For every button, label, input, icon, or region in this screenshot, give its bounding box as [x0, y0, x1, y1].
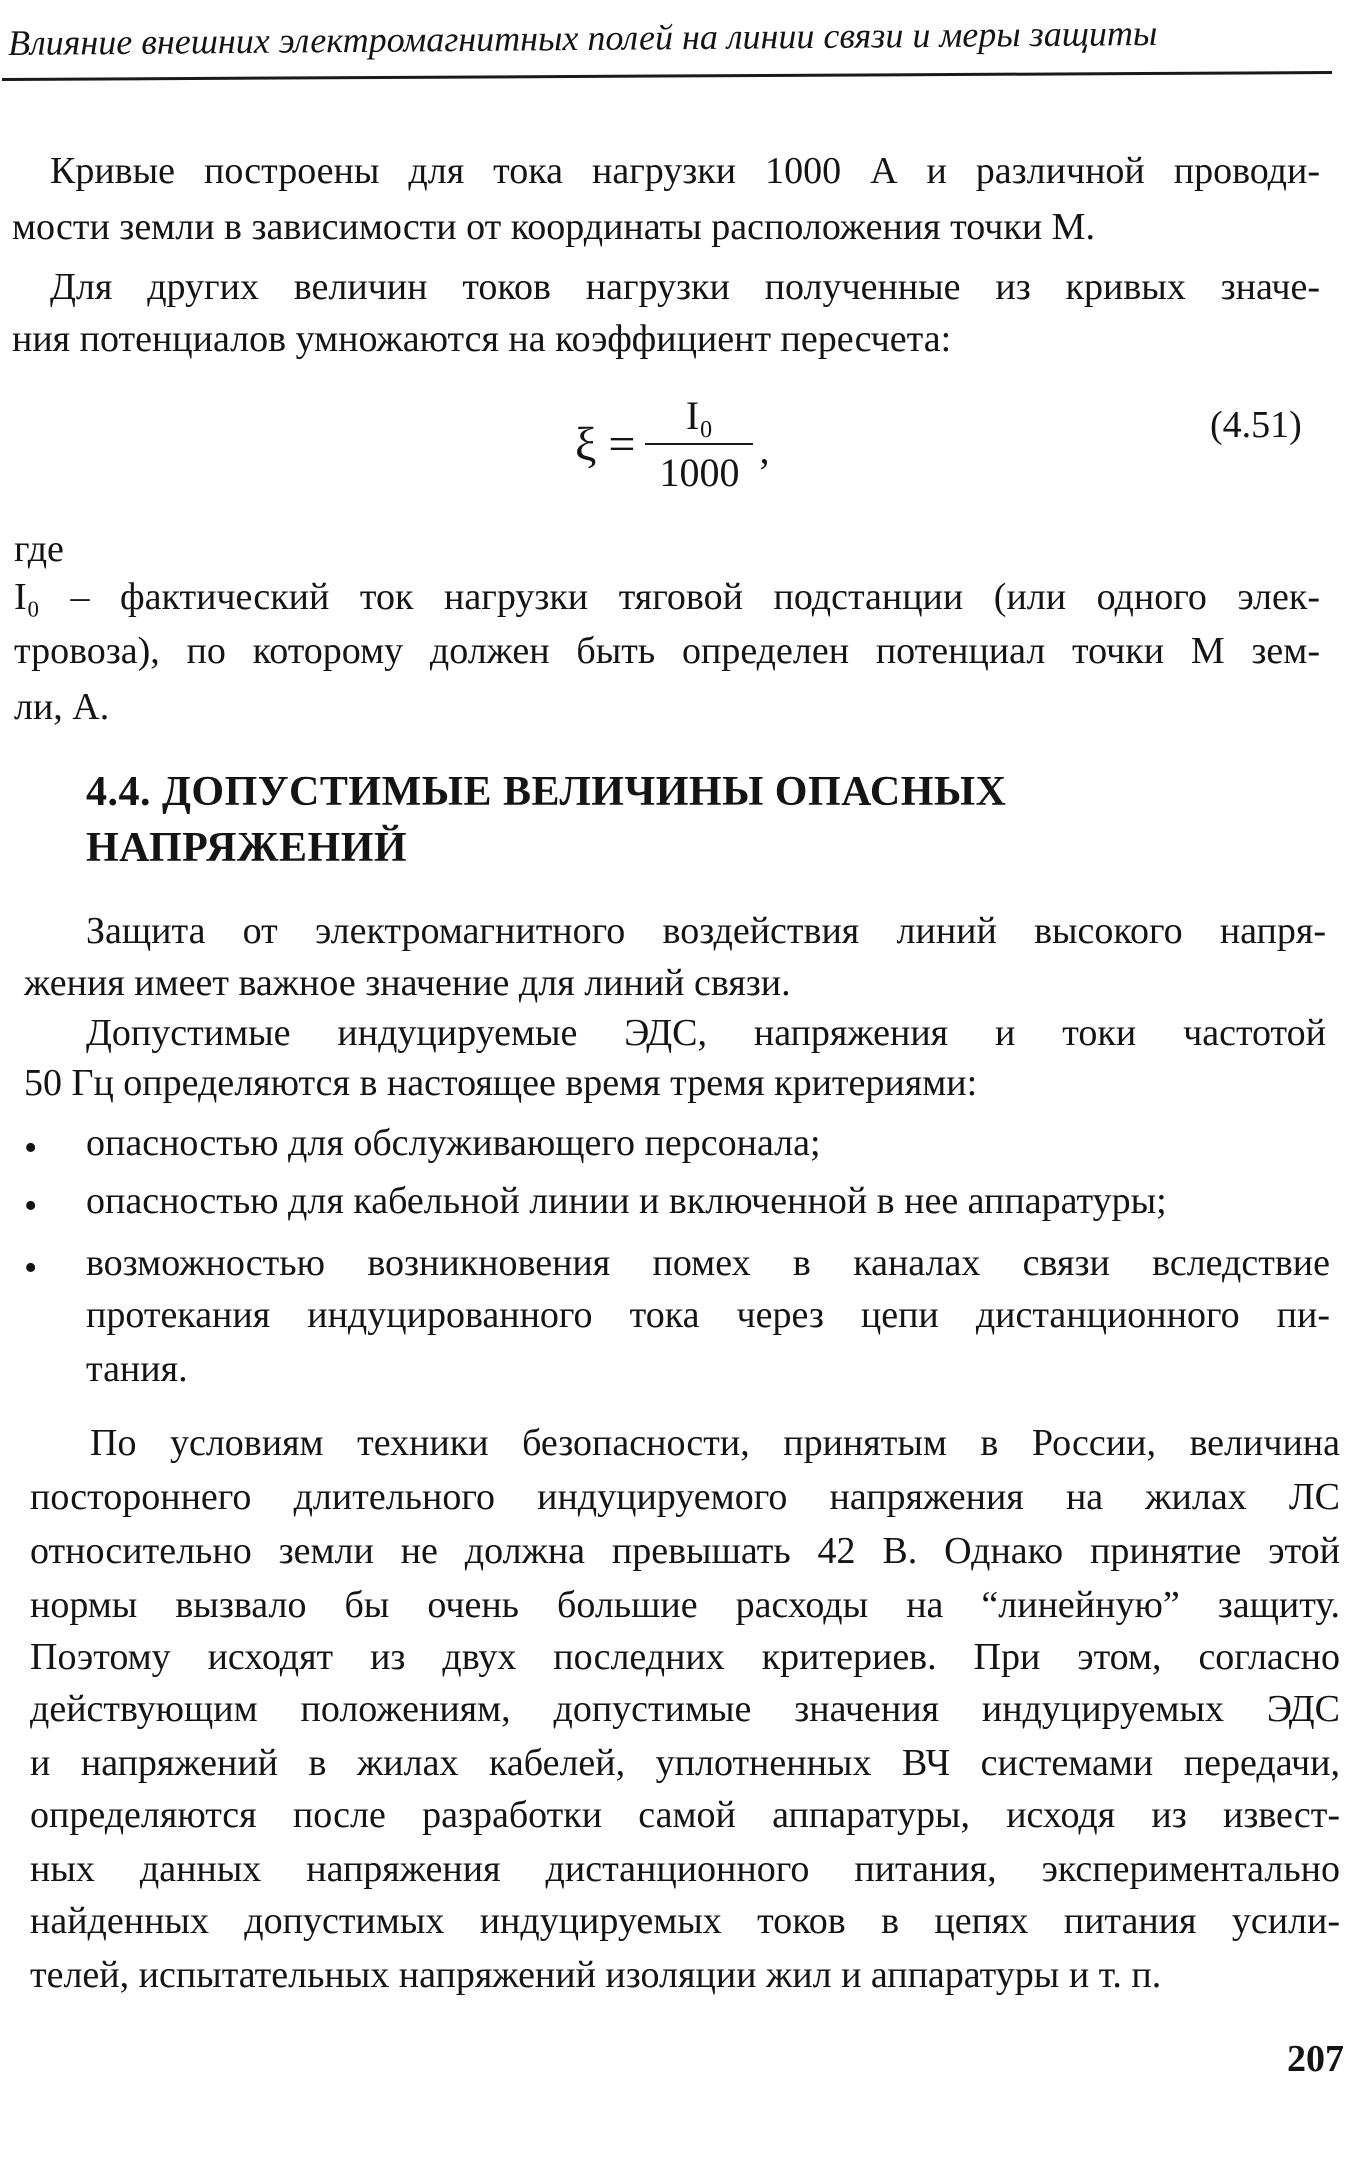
- paragraph-4-line-1: Допустимые индуцируемые ЭДС, напряжения и токи частотой: [86, 1012, 1326, 1054]
- paragraph-5-line-10: найденных допустимых индуцируемых токов в цепях питания усили-: [30, 1900, 1340, 1942]
- formula-lhs: ξ =: [575, 417, 636, 471]
- paragraph-2-line-1: Для других величин токов нагрузки полученные из кривых значе-: [50, 266, 1320, 308]
- paragraph-5-line-3: относительно земли не должна превышать 42 В. Однако принятие этой: [30, 1530, 1340, 1572]
- where-line-2: тровоза), по которому должен быть определен потенциал точки М зем-: [14, 630, 1320, 672]
- paragraph-2-line-2: ния потенциалов умножаются на коэффициент пересчета:: [12, 318, 952, 360]
- bullet-item-3-line-3: тания.: [86, 1348, 188, 1390]
- formula-fraction: [645, 392, 753, 496]
- section-heading-line-1: 4.4. ДОПУСТИМЫЕ ВЕЛИЧИНЫ ОПАСНЫХ: [86, 769, 1007, 815]
- paragraph-5-line-4: нормы вызвало бы очень большие расходы на “линейную” защиту.: [30, 1584, 1340, 1626]
- paragraph-4-line-2: 50 Гц определяются в настоящее время тремя критериями:: [24, 1062, 978, 1104]
- bullet-item-3-line-2: протекания индуцированного тока через цепи дистанционного пи-: [86, 1294, 1330, 1336]
- paragraph-5-line-1: По условиям техники безопасности, принятым в России, величина: [90, 1422, 1340, 1464]
- bullet-marker: •: [24, 1127, 38, 1169]
- paragraph-5-line-9: ных данных напряжения дистанционного питания, экспериментально: [30, 1848, 1340, 1890]
- bullet-item-2: опасностью для кабельной линии и включенной в нее аппаратуры;: [86, 1180, 1167, 1222]
- running-head: Влияние внешних электромагнитных полей на линии связи и меры защиты: [7, 12, 1158, 63]
- paragraph-5-line-5: Поэтому исходят из двух последних критериев. При этом, согласно: [30, 1636, 1340, 1678]
- where-label: где: [14, 528, 64, 570]
- paragraph-3-line-2: жения имеет важное значение для линий связи.: [24, 962, 791, 1004]
- section-heading-line-2: НАПРЯЖЕНИЙ: [86, 825, 408, 871]
- paragraph-3-line-1: Защита от электромагнитного воздействия линий высокого напря-: [86, 910, 1326, 952]
- where-line-1: I₀ – фактический ток нагрузки тяговой подстанции (или одного элек-: [14, 576, 1320, 618]
- formula-number: (4.51): [1210, 404, 1302, 446]
- bullet-item-3-line-1: возможностью возникновения помех в каналах связи вследствие: [86, 1242, 1330, 1284]
- paragraph-5-line-6: действующим положениям, допустимые значения индуцируемых ЭДС: [30, 1688, 1340, 1730]
- bullet-item-1: опасностью для обслуживающего персонала;: [86, 1122, 821, 1164]
- formula-numerator: I₀: [685, 393, 714, 438]
- paragraph-5-line-8: определяются после разработки самой аппаратуры, исходя из извест-: [30, 1794, 1340, 1836]
- formula-comma: ,: [759, 426, 770, 472]
- paragraph-5-line-11: телей, испытательных напряжений изоляции жил и аппаратуры и т. п.: [30, 1954, 1162, 1996]
- where-line-3: ли, А.: [14, 686, 110, 728]
- paragraph-1-line-1: Кривые построены для тока нагрузки 1000 А и различной проводи-: [50, 150, 1320, 192]
- bullet-marker: •: [24, 1185, 38, 1227]
- paragraph-5-line-7: и напряжений в жилах кабелей, уплотненных ВЧ системами передачи,: [30, 1742, 1340, 1784]
- bullet-marker: •: [24, 1247, 38, 1289]
- page-number: 207: [1287, 2038, 1344, 2080]
- header-rule: [2, 71, 1332, 81]
- formula: [575, 392, 769, 496]
- paragraph-1-line-2: мости земли в зависимости от координаты расположения точки М.: [12, 206, 1095, 248]
- paragraph-5-line-2: постороннего длительного индуцируемого напряжения на жилах ЛС: [30, 1476, 1340, 1518]
- formula-denominator: 1000: [659, 450, 740, 495]
